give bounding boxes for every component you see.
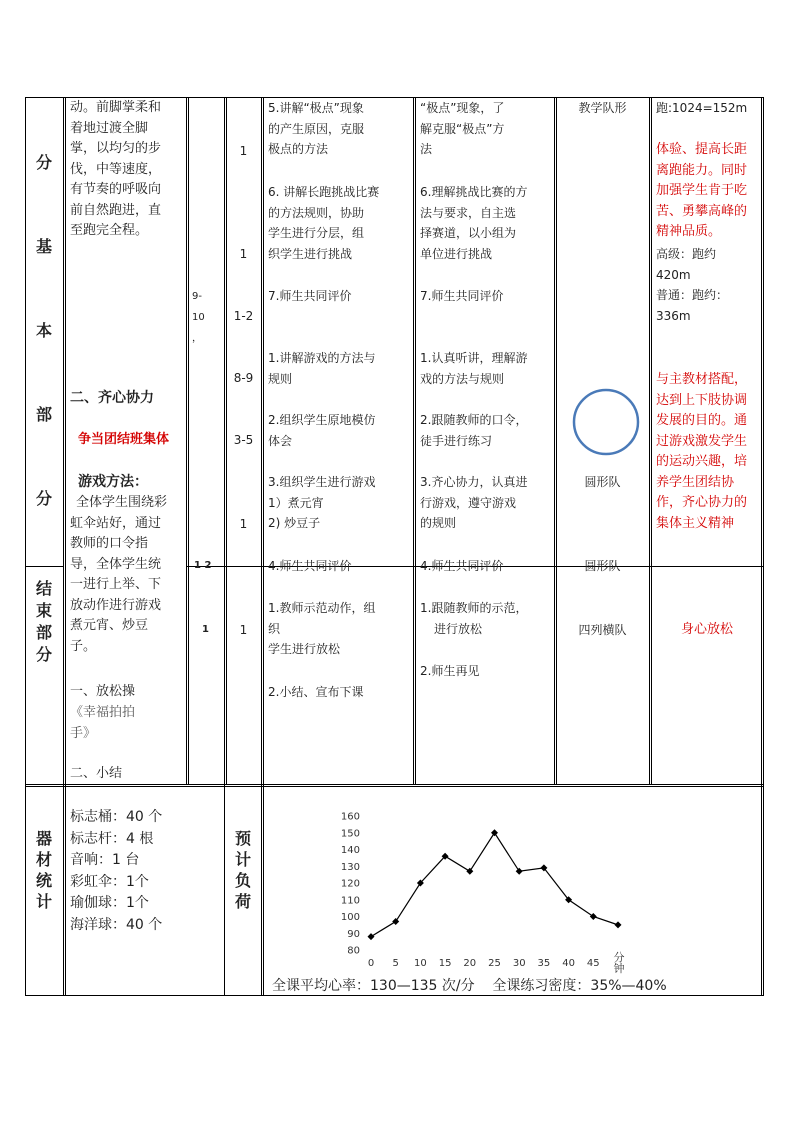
y-tick-label: 150	[340, 828, 360, 840]
student-step: 6.理解挑战比赛的方 法与要求，自主选 择赛道，以小组为 单位进行挑战	[420, 185, 528, 261]
x-tick-label: 15	[438, 958, 452, 969]
equipment-item: 海洋球：40 个	[70, 916, 163, 933]
section-label-load: 预 计 负 荷	[234, 829, 251, 911]
y-tick-label: 140	[340, 845, 360, 856]
count-value: 1	[239, 144, 248, 158]
grid-line	[25, 566, 63, 567]
end-note: 身心放松	[680, 622, 733, 637]
game-subtitle: 争当团结班集体	[78, 432, 170, 447]
student-step: 2.跟随教师的口令， 徒手进行练习	[420, 413, 528, 448]
grid-line	[263, 97, 264, 996]
data-point	[516, 868, 523, 875]
teacher-step: 6. 讲解长跑挑战比赛 的方法规则，协助 学生进行分层，组 织学生进行挑战	[268, 185, 380, 261]
grid-line	[186, 97, 187, 785]
equipment-item: 瑜伽球：1个	[70, 895, 149, 911]
teacher-step: 5.讲解“极点”现象 的产生原因，克服 极点的方法	[268, 101, 365, 156]
grid-line	[651, 97, 652, 785]
data-point	[615, 921, 622, 928]
time-value: 1 2	[194, 560, 212, 571]
teacher-step: 7.师生共同评价	[268, 289, 352, 303]
formation-label: 圆形队	[584, 475, 621, 489]
x-axis-label: 钟	[613, 962, 625, 974]
y-tick-label: 110	[340, 895, 360, 907]
data-point	[491, 829, 498, 836]
data-point	[466, 868, 473, 875]
game-title: 二、齐心协力	[70, 390, 154, 406]
student-step: “极点”现象，了 解克服“极点”方 法	[420, 101, 505, 156]
section-label-equipment: 器 材 统 计	[35, 829, 52, 911]
x-tick-label: 45	[586, 958, 600, 969]
notes-purpose: 体验、提高长距 离跑能力。同时 加强学生肯于吃 苦、勇攀高峰的 精神品质。	[656, 142, 748, 239]
grid-line	[415, 97, 416, 785]
data-point	[590, 913, 597, 920]
count-value: 1-2	[233, 309, 254, 323]
notes-levels: 高级：跑约 420m 普通：跑约： 336m	[656, 247, 729, 323]
grid-line	[25, 784, 764, 785]
relax-name: 《幸福拍拍 手》	[70, 705, 136, 741]
x-tick-label: 10	[414, 958, 427, 969]
time-value: 1	[202, 624, 209, 635]
student-step: 7.师生共同评价	[420, 289, 504, 303]
teacher-step: 2.小结、宣布下课	[268, 685, 364, 699]
section-label-basic: 分 基 本 部 分	[35, 153, 52, 508]
y-tick-label: 100	[340, 912, 360, 923]
formation-label: 四列横队	[578, 623, 627, 637]
x-tick-label: 25	[488, 958, 501, 969]
student-step: 1.认真听讲，理解游 戏的方法与规则	[420, 351, 528, 386]
teacher-step: 3.组织学生进行游戏 1）煮元宵 2) 炒豆子	[268, 475, 376, 530]
summary-title: 二、小结	[70, 766, 123, 781]
content-running-text: 动。前脚掌柔和 着地过渡全脚 掌，以均匀的步 伐，中等速度， 有节奏的呼吸向 前自然跑进，直 至跑完全程。	[70, 100, 162, 238]
equipment-item: 标志桶：40 个	[70, 809, 163, 825]
count-value: 1	[239, 517, 248, 531]
x-tick-label: 0	[367, 958, 375, 969]
grid-line	[25, 786, 764, 787]
x-axis-label: 分	[613, 951, 625, 964]
grid-line	[649, 97, 650, 785]
count-value: 8-9	[233, 371, 254, 385]
heart-rate-chart	[330, 806, 640, 974]
student-step: 2.师生再见	[420, 664, 480, 678]
series-line	[371, 833, 618, 937]
teacher-step: 4.师生共同评价	[268, 559, 352, 573]
grid-line	[25, 995, 764, 996]
section-label-end: 结 束 部 分	[35, 579, 52, 664]
count-value: 3-5	[233, 433, 254, 447]
grid-line	[63, 97, 64, 996]
grid-line	[188, 97, 189, 785]
x-tick-label: 5	[392, 958, 399, 969]
teacher-step: 1.讲解游戏的方法与 规则	[268, 351, 376, 386]
notes-run: 跑:1024=152m	[656, 101, 748, 115]
x-tick-label: 35	[537, 958, 551, 969]
student-step: 3.齐心协力，认真进 行游戏，遵守游戏 的规则	[420, 475, 528, 530]
relax-title: 一、放松操	[70, 684, 136, 699]
x-tick-label: 40	[562, 958, 575, 969]
count-value: 1	[239, 247, 248, 261]
equipment-item: 标志杆：4 根	[70, 830, 154, 847]
grid-line	[763, 97, 764, 996]
teacher-step: 1.教师示范动作，组 织 学生进行放松	[268, 601, 376, 656]
count-value: 1	[239, 623, 248, 637]
grid-line	[556, 97, 557, 785]
y-tick-label: 130	[340, 861, 360, 873]
notes-game-purpose: 与主教材搭配， 达到上下肢协调 发展的目的。通 过游戏激发学生 的运动兴趣，培 养学生团结协 作，齐心协力的 集体主义精神	[656, 372, 748, 531]
method-title: 游戏方法：	[78, 474, 148, 490]
x-tick-label: 30	[512, 958, 526, 969]
equipment-item: 音响：1 台	[70, 852, 140, 868]
formation-label: 教学队形	[578, 101, 627, 115]
equipment-list	[70, 807, 162, 936]
data-point	[368, 933, 375, 940]
load-summary: 全课平均心率：130—135 次/分 全课练习密度：35%—40%	[272, 978, 667, 994]
x-tick-label: 20	[463, 958, 477, 969]
time-value: 9- 10 ，	[192, 291, 205, 344]
method-text: 全体学生围绕彩 虹伞站好，通过 教师的口令指 导，全体学生统 一进行上举、下 放动作进行游戏 煮元宵、炒豆 子。	[70, 495, 168, 654]
y-tick-label: 160	[340, 811, 360, 823]
circle-formation-icon	[572, 386, 642, 458]
grid-line	[65, 97, 66, 996]
y-tick-label: 80	[347, 945, 360, 957]
y-tick-label: 120	[340, 878, 360, 890]
equipment-item: 彩虹伞：1个	[70, 873, 149, 890]
grid-line	[554, 97, 555, 785]
y-tick-label: 90	[347, 928, 360, 940]
data-point	[392, 918, 399, 925]
grid-line	[413, 97, 414, 785]
student-step: 1.跟随教师的示范， 进行放松	[420, 601, 528, 636]
formation-label: 圆形队	[584, 559, 621, 573]
student-step: 4.师生共同评价	[420, 559, 504, 573]
teacher-step: 2.组织学生原地模仿 体会	[268, 413, 376, 448]
